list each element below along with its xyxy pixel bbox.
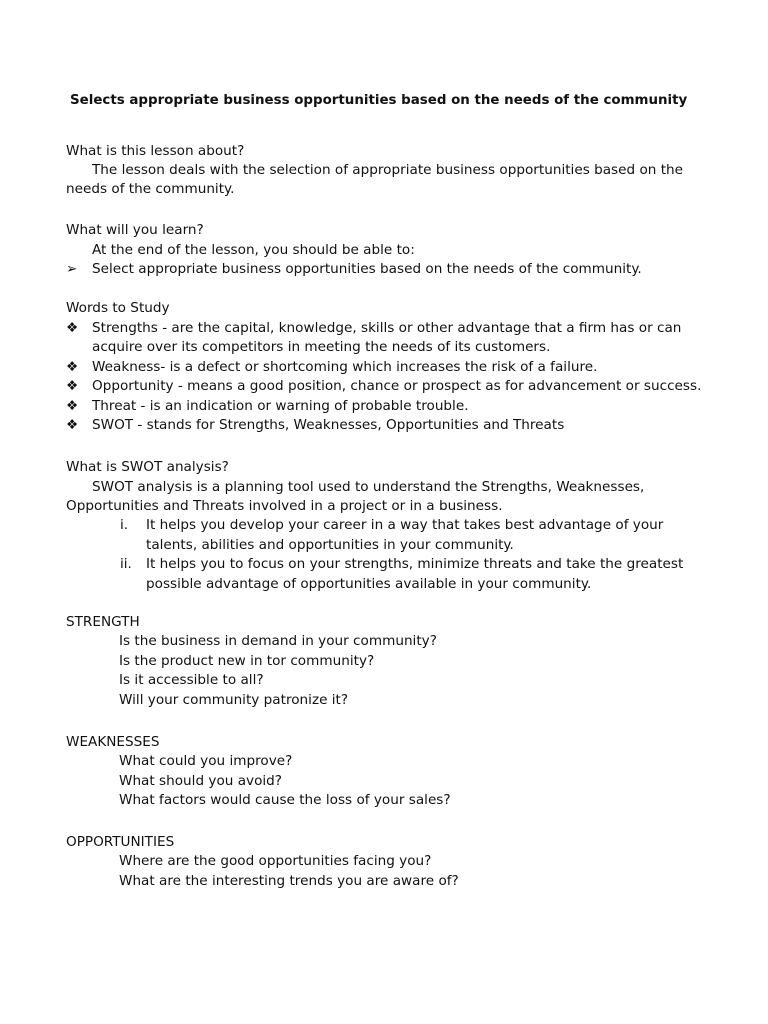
learn-objective: Select appropriate business opportunities based on the needs of the community. (92, 261, 642, 277)
diamond-bullet-icon: ❖ (66, 359, 79, 375)
weakness-question: What should you avoid? (119, 773, 283, 789)
swot-point-1-line-1: It helps you develop your career in a way that takes best advantage of your (146, 517, 664, 533)
learn-intro: At the end of the lesson, you should be able to: (92, 242, 415, 258)
swot-point-number: i. (120, 517, 129, 533)
strength-heading: STRENGTH (66, 614, 140, 630)
swot-point-2-line-2: possible advantage of opportunities available in your community. (146, 576, 592, 592)
word-swot: SWOT - stands for Strengths, Weaknesses, Opportunities and Threats (92, 417, 565, 433)
strength-question: Will your community patronize it? (119, 692, 349, 708)
swot-point-1-line-2: talents, abilities and opportunities in your community. (146, 537, 514, 553)
words-heading: Words to Study (66, 300, 170, 316)
learn-heading: What will you learn? (66, 222, 204, 238)
swot-heading: What is SWOT analysis? (66, 459, 229, 475)
swot-text-line-2: Opportunities and Threats involved in a project or in a business. (66, 498, 503, 514)
diamond-bullet-icon: ❖ (66, 320, 79, 336)
arrow-bullet-icon: ➢ (66, 261, 78, 277)
diamond-bullet-icon: ❖ (66, 398, 79, 414)
about-text-line-1: The lesson deals with the selection of appropriate business opportunities based on the (92, 162, 684, 178)
about-heading: What is this lesson about? (66, 143, 245, 159)
word-strengths-line-2: acquire over its competitors in meeting the needs of its customers. (92, 339, 551, 355)
word-weakness: Weakness- is a defect or shortcoming which increases the risk of a failure. (92, 359, 598, 375)
diamond-bullet-icon: ❖ (66, 417, 79, 433)
swot-text-line-1: SWOT analysis is a planning tool used to understand the Strengths, Weaknesses, (92, 479, 645, 495)
diamond-bullet-icon: ❖ (66, 378, 79, 394)
weakness-question: What could you improve? (119, 753, 293, 769)
weaknesses-heading: WEAKNESSES (66, 734, 160, 750)
opportunities-heading: OPPORTUNITIES (66, 834, 175, 850)
word-strengths-line-1: Strengths - are the capital, knowledge, skills or other advantage that a firm has or can (92, 320, 682, 336)
weakness-question: What factors would cause the loss of your sales? (119, 792, 451, 808)
swot-point-2-line-1: It helps you to focus on your strengths, minimize threats and take the greatest (146, 556, 684, 572)
strength-question: Is it accessible to all? (119, 672, 264, 688)
swot-point-number: ii. (120, 556, 132, 572)
about-text-line-2: needs of the community. (66, 181, 235, 197)
opportunity-question: What are the interesting trends you are aware of? (119, 873, 459, 889)
page-title: Selects appropriate business opportunities based on the needs of the community (70, 93, 688, 108)
word-opportunity: Opportunity - means a good position, chance or prospect as for advancement or success. (92, 378, 702, 394)
strength-question: Is the business in demand in your community? (119, 633, 437, 649)
word-threat: Threat - is an indication or warning of probable trouble. (92, 398, 469, 414)
opportunity-question: Where are the good opportunities facing you? (119, 853, 432, 869)
strength-question: Is the product new in tor community? (119, 653, 375, 669)
